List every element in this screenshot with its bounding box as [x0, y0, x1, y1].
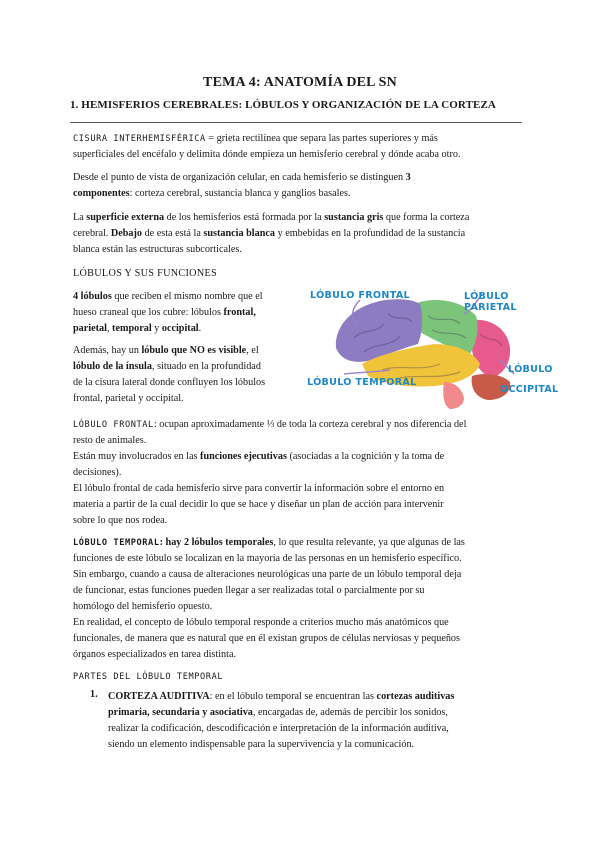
insula-text-c: , el [246, 345, 259, 356]
insula-bold-b: lóbulo que NO es visible [141, 345, 247, 356]
cuatro-bold-parietal: parietal [73, 323, 107, 334]
frontal-text-5: El lóbulo frontal de cada hemisferio sirve para convertir la información sobre el entorno en [73, 483, 445, 494]
sup-text-c: de los hemisferios está formada por la [164, 212, 325, 223]
list-bold-2: primaria, secundaria y asociativa [108, 707, 253, 718]
lobulos-subheading: LÓBULOS Y SUS FUNCIONES [73, 268, 217, 279]
temporal-text-3: Sin embargo, cuando a causa de alteraciones neurológicas una parte de un lóbulo temporal deja [73, 569, 462, 580]
frontal-text-3c: (asociadas a la cognición y la toma de [286, 451, 445, 462]
brainstem [443, 382, 464, 409]
paragraph-organizacion [73, 170, 411, 202]
frontal-text-1: : ocupan aproximadamente ⅓ de toda la corteza cerebral y nos diferencia del [153, 419, 467, 430]
frontal-bold-3b: funciones ejecutivas [200, 451, 287, 462]
cuatro-bold-temporal: temporal [112, 323, 152, 334]
insula-text-4: frontal, parietal y occipital. [73, 393, 184, 404]
paragraph-cisura [73, 131, 461, 163]
cuatro-bold-2: frontal, [223, 307, 256, 318]
paragraph-lobulo-frontal [73, 417, 533, 529]
list-text-3: realizar la codificación, descodificación e interpretación de la información auditiva, [108, 723, 449, 734]
cuatro-text-2: hueso craneal que los cubre: lóbulos [73, 307, 224, 318]
list-text-1: : en el lóbulo temporal se encuentran las [209, 691, 377, 702]
sup-text-a: La [73, 212, 87, 223]
term-lobulo-temporal: LÓBULO TEMPORAL [73, 538, 160, 548]
sup3-text: blanca están las estructuras subcorticales. [73, 244, 242, 255]
org-bold-1: 3 [405, 172, 411, 183]
list-bold-1: CORTEZA AUDITIVA [108, 691, 210, 702]
org-bold-2: componentes [73, 188, 130, 199]
label-occipital-2: OCCIPITAL [500, 384, 559, 395]
temporal-text-8: órganos especializados en tarea distinta. [73, 649, 237, 660]
cuatro-bold-occipital: occipital [161, 323, 199, 334]
sup-text-e: que forma la corteza [383, 212, 470, 223]
cuatro-sep-1: , [106, 323, 113, 334]
org-text-2: : corteza cerebral, sustancia blanca y ganglios basales. [129, 188, 351, 199]
occipital-lobe [472, 320, 510, 378]
frontal-text-6: materia a partir de la cual decidir lo que se hace y diseñar un plan de acción para intervenir [73, 499, 444, 510]
frontal-text-2: resto de animales. [73, 435, 147, 446]
list-item-number: 1. [90, 689, 98, 700]
temporal-text-7: funcionales, de manera que es natural que en él existan grupos de células nerviosas y pequeños [73, 633, 460, 644]
brain-lobes-illustration [304, 278, 560, 409]
frontal-text-3a: Están muy involucrados en las [73, 451, 201, 462]
temporal-text-2: funciones de este lóbulo se localizan en la mayoría de las personas en un hemisferio específico. [73, 553, 462, 564]
label-parietal: LÓBULO PARIETAL [464, 291, 517, 313]
partes-subheading: PARTES DEL LÓBULO TEMPORAL [73, 672, 224, 682]
list-text-2: , encargadas de, además de percibir los sonidos, [252, 707, 448, 718]
temporal-text-5: homólogo del hemisferio opuesto. [73, 601, 213, 612]
paragraph-lobulo-temporal [73, 535, 533, 663]
sup-bold-b: superficie externa [86, 212, 165, 223]
label-occipital-1: LÓBULO [508, 364, 553, 375]
frontal-text-4: decisiones). [73, 467, 122, 478]
temporal-bold-1: : hay 2 lóbulos temporales [159, 537, 274, 548]
insula-bold-2: lóbulo de la ínsula [73, 361, 152, 372]
sup2-text-a: cerebral. [73, 228, 111, 239]
sup2-bold-d: sustancia blanca [203, 228, 276, 239]
temporal-text-1: , lo que resulta relevante, ya que algunas de las [273, 537, 465, 548]
paragraph-superficie [73, 210, 469, 258]
cisura-text-1: = grieta rectilínea que separa las partes superiores y más [205, 133, 438, 144]
heading-divider [70, 122, 522, 123]
org-text-1: Desde el punto de vista de organización celular, en cada hemisferio se distinguen [73, 172, 406, 183]
label-temporal: LÓBULO TEMPORAL [307, 377, 417, 388]
sup-bold-d: sustancia gris [324, 212, 384, 223]
sup2-bold-b: Debajo [110, 228, 143, 239]
frontal-text-7: sobre lo que nos rodea. [73, 515, 168, 526]
sup2-text-e: y embebidas en la profundidad de la sustancia [275, 228, 466, 239]
term-cisura: CISURA INTERHEMISFÉRICA [73, 134, 206, 144]
cuatro-text-1: que reciben el mismo nombre que el [111, 291, 263, 302]
list-item [108, 689, 528, 753]
term-lobulo-frontal: LÓBULO FRONTAL [73, 420, 154, 430]
section-heading: 1. HEMISFERIOS CEREBRALES: LÓBULOS Y ORGANIZACIÓN DE LA CORTEZA [70, 99, 496, 111]
list-text-4: siendo un elemento indispensable para la supervivencia y la comunicación. [108, 739, 415, 750]
cisura-text-2: superficiales del encéfalo y delimita dónde empieza un hemisferio cerebral y dónde acaba otro. [73, 149, 461, 160]
paragraph-cuatro-lobulos [73, 289, 298, 337]
paragraph-insula [73, 343, 298, 407]
insula-text-3: de la cisura lateral donde confluyen los lóbulos [73, 377, 266, 388]
label-frontal: LÓBULO FRONTAL [310, 290, 410, 301]
insula-text-2: , situado en la profundidad [151, 361, 261, 372]
list-bold-1d: cortezas auditivas [376, 691, 455, 702]
cuatro-bold-1: 4 lóbulos [73, 291, 112, 302]
temporal-text-6: En realidad, el concepto de lóbulo temporal responde a criterios mucho más anatómicos que [73, 617, 449, 628]
insula-text-a: Además, hay un [73, 345, 142, 356]
sup2-text-c: de esta está la [142, 228, 204, 239]
page-title: TEMA 4: ANATOMÍA DEL SN [203, 75, 397, 90]
temporal-text-4: de funcionar, estas funciones pueden llegar a ser realizadas total o parcialmente por su [73, 585, 425, 596]
cuatro-sep-3: . [198, 323, 202, 334]
cuatro-sep-2: y [151, 323, 162, 334]
